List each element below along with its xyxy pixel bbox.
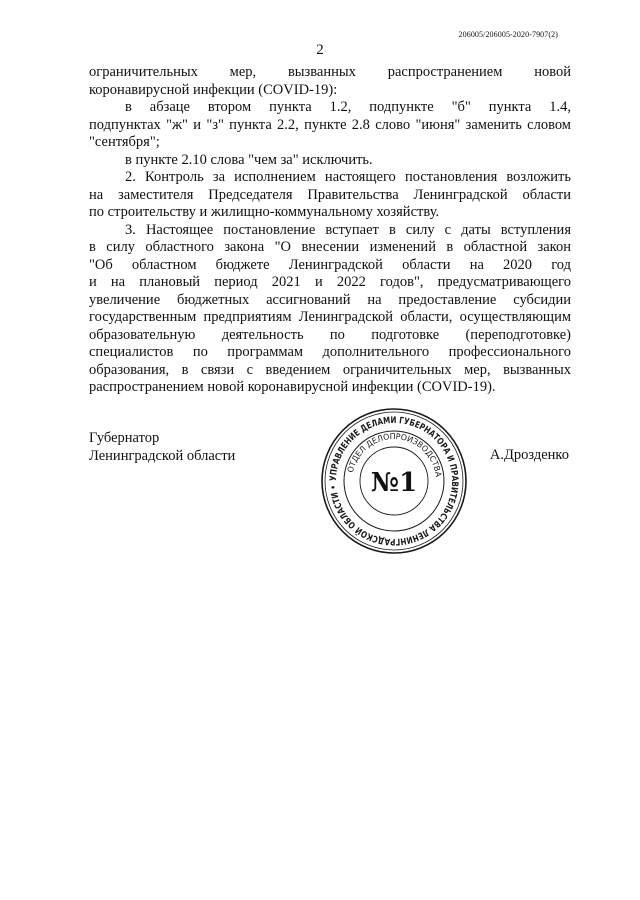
document-body <box>89 64 571 397</box>
seal-number: №1 <box>370 468 418 498</box>
body-line <box>89 187 571 205</box>
body-line-text: распространением новой коронавирусной инфекции (COVID-19). <box>89 379 496 395</box>
body-line <box>89 152 571 170</box>
body-line <box>89 239 571 257</box>
body-line-text: в абзаце втором пункта 1.2, подпункте "б" пункта 1.4, <box>125 99 571 115</box>
signatory-title <box>89 430 235 465</box>
body-line <box>89 222 571 240</box>
body-line-text: в силу областного закона "О внесении изменений в областной закон <box>89 239 571 255</box>
signatory-name: А.Дрозденко <box>489 447 569 463</box>
body-line <box>89 257 571 275</box>
body-line <box>89 274 571 292</box>
body-line <box>89 344 571 362</box>
body-line <box>89 327 571 345</box>
signatory-title-line2: Ленинградской области <box>89 447 236 464</box>
document-code: 206005/206005-2020-7907(2) <box>458 30 558 39</box>
body-line-text: "Об областном бюджете Ленинградской области на 2020 год <box>89 256 571 273</box>
body-line-text: государственным предприятиям Ленинградской области, осуществляющим <box>89 309 571 325</box>
body-line <box>89 292 571 310</box>
body-line-text: образования, в связи с введением ограничительных мер, вызванных <box>89 361 571 378</box>
body-line <box>89 309 571 327</box>
body-line-text: "сентября"; <box>89 134 160 150</box>
body-line-text: ограничительных мер, вызванных распространением новой <box>89 64 571 80</box>
body-line-text: коронавирусной инфекции (COVID-19): <box>89 81 338 98</box>
body-line-text: увеличение бюджетных ассигнований на предоставление субсидии <box>89 291 571 308</box>
signatory-title-line1: Губернатор <box>89 430 160 446</box>
body-line <box>89 64 571 82</box>
seal-outer-text: УПРАВЛЕНИЕ ДЕЛАМИ ГУБЕРНАТОРА И ПРАВИТЕЛЬСТВА ЛЕНИНГРАДСКОЙ ОБЛАСТИ • <box>328 415 460 547</box>
body-line <box>89 99 571 117</box>
body-line <box>89 379 571 397</box>
official-seal-stamp <box>318 405 470 557</box>
body-line-text: и на плановый период 2021 и 2022 годов", предусматривающего <box>89 274 571 290</box>
body-line <box>89 82 571 100</box>
body-line-text: 2. Контроль за исполнением настоящего постановления возложить <box>125 169 571 185</box>
body-line-text: по строительству и жилищно-коммунальному хозяйству. <box>89 204 440 220</box>
page-number: 2 <box>316 42 324 58</box>
seal-inner-text: ОТДЕЛ ДЕЛОПРОИЗВОДСТВА <box>345 431 443 478</box>
body-line-text: в пункте 2.10 слова "чем за" исключить. <box>125 151 373 168</box>
body-line <box>89 204 571 222</box>
body-line-text: на заместителя Председателя Правительства Ленинградской области <box>89 186 571 203</box>
body-line-text: подпунктах "ж" и "з" пункта 2.2, пункте 2.8 слово "июня" заменить словом <box>89 116 571 133</box>
body-line-text: образовательную деятельность по подготовке (переподготовке) <box>89 326 571 343</box>
body-line <box>89 362 571 380</box>
body-line-text: специалистов по программам дополнительного профессионального <box>89 344 571 360</box>
body-line-text: 3. Настоящее постановление вступает в силу с даты вступления <box>125 221 571 238</box>
body-line <box>89 117 571 135</box>
body-line <box>89 169 571 187</box>
body-line <box>89 134 571 152</box>
